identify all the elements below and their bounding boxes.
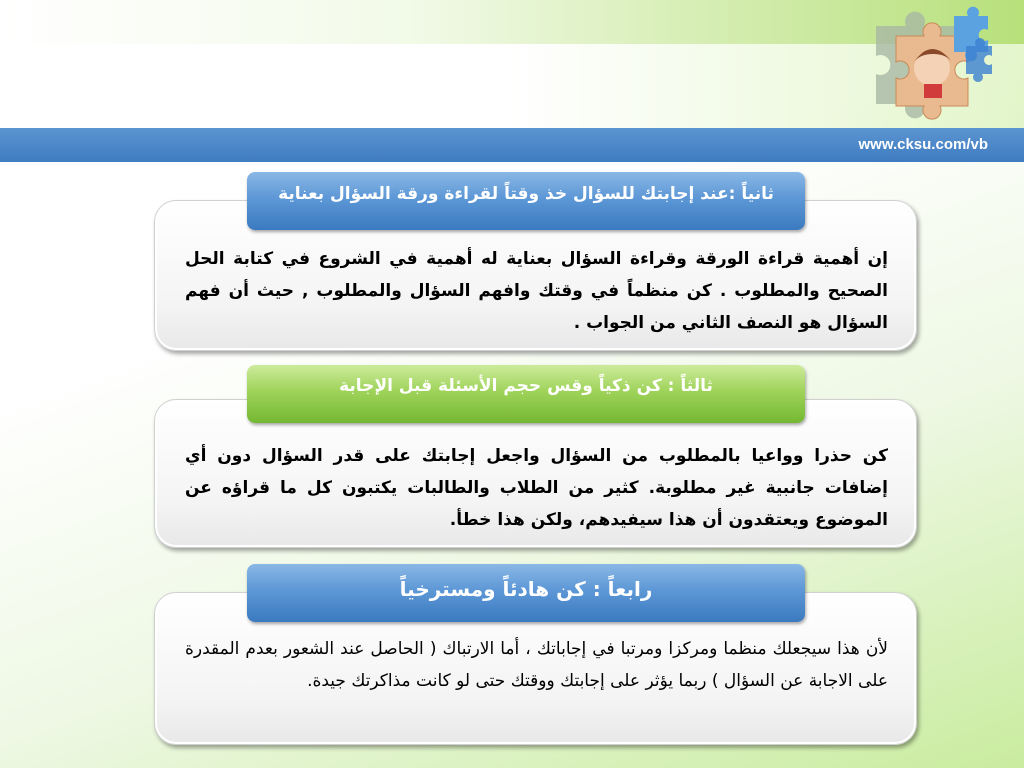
section-heading-3 [247,564,805,622]
card-body-text: كن حذرا وواعيا بالمطلوب من السؤال واجعل إجابتك على قدر السؤال دون أي إضافات جانبية غير مطلوبة. كثير من الطلاب والطالبات يكتبون كل ما قراؤه عن الموضوع ويعتقدون أن هذا سيفيدهم، ولكن هذا خطأ. [185,446,888,530]
site-url[interactable]: www.cksu.com/vb [858,136,988,153]
puzzle-photo-icon [866,6,996,124]
section-heading-1 [247,172,805,230]
card-body-text: إن أهمية قراءة الورقة وقراءة السؤال بعناية له أهمية في الشروع في كتابة الحل الصحيح والمطلوب . كن منظماً في وقتك وافهم السؤال والمطلوب , حيث أن فهم السؤال هو النصف الثاني من الجواب . [185,249,888,333]
section-heading-2 [247,365,805,423]
card-body-text: لأن هذا سيجعلك منظما ومركزا ومرتبا في إجاباتك ، أما الارتباك ( الحاصل عند الشعور بعدم المقدرة على الاجابة عن السؤال ) ربما يؤثر على إجابتك ووقتك حتى لو كانت مذاكرتك جيدة. [185,639,888,691]
heading-text: رابعاً : كن هادئاً ومسترخياً [399,577,653,601]
heading-text: ثانياً :عند إجابتك للسؤال خذ وقتاً لقراءة ورقة السؤال بعناية [278,184,774,204]
heading-text: ثالثاً : كن ذكياً وقس حجم الأسئلة قبل الإجابة [339,376,713,396]
